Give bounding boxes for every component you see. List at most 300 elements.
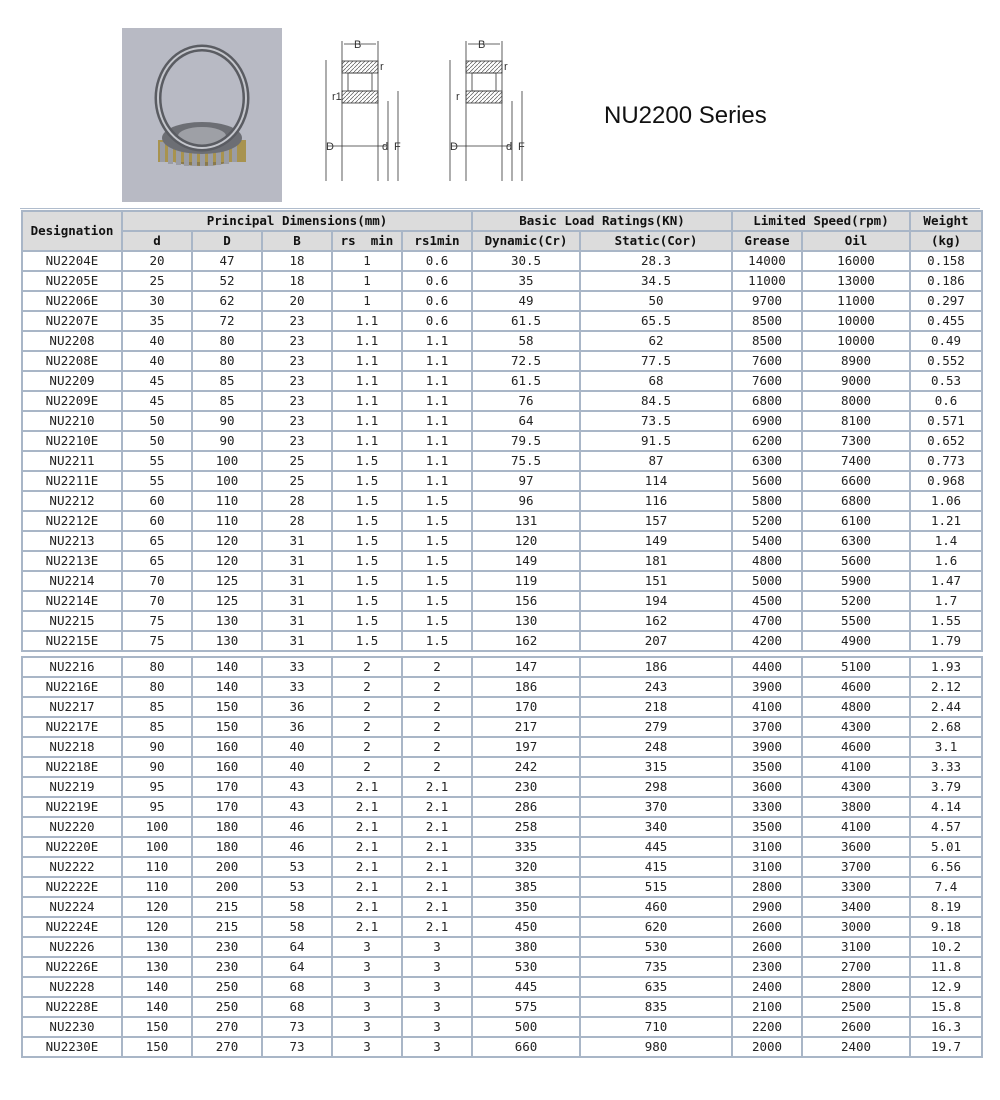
table-row: [23, 432, 981, 452]
cell-designation: NU2208E: [23, 352, 123, 372]
cell-dynamic-cr: 64: [473, 412, 581, 432]
table-row: [23, 738, 981, 758]
cell-oil: 3600: [803, 838, 911, 858]
cell-oil: 2600: [803, 1018, 911, 1038]
header-rs-min: rs min: [333, 232, 403, 252]
cell-dynamic-cr: 197: [473, 738, 581, 758]
cell-designation: NU2224E: [23, 918, 123, 938]
cell-rs1-min: 2.1: [403, 778, 473, 798]
cell-d: 45: [123, 392, 193, 412]
table-row: [23, 512, 981, 532]
cell-grease: 2800: [733, 878, 803, 898]
table-row: [23, 1018, 981, 1038]
cell-D: 180: [193, 838, 263, 858]
cell-d: 60: [123, 492, 193, 512]
cell-grease: 2000: [733, 1038, 803, 1056]
cell-dynamic-cr: 131: [473, 512, 581, 532]
cell-B: 31: [263, 552, 333, 572]
cell-rs-min: 1: [333, 252, 403, 272]
cell-D: 250: [193, 998, 263, 1018]
cell-rs-min: 1.5: [333, 492, 403, 512]
cell-d: 130: [123, 938, 193, 958]
cell-designation: NU2222E: [23, 878, 123, 898]
cell-D: 215: [193, 918, 263, 938]
cell-weight-kg: 1.47: [911, 572, 981, 592]
cell-weight-kg: 10.2: [911, 938, 981, 958]
cell-weight-kg: 1.21: [911, 512, 981, 532]
cell-grease: 4100: [733, 698, 803, 718]
cell-rs1-min: 2.1: [403, 918, 473, 938]
cell-dynamic-cr: 79.5: [473, 432, 581, 452]
table-row: [23, 718, 981, 738]
spec-table-part2: [21, 656, 983, 1058]
cell-rs-min: 1.1: [333, 332, 403, 352]
cell-rs-min: 2: [333, 678, 403, 698]
cell-dynamic-cr: 575: [473, 998, 581, 1018]
cell-B: 23: [263, 432, 333, 452]
bearing-cross-section-diagram: [322, 36, 412, 186]
cell-rs-min: 1.1: [333, 392, 403, 412]
table-row: [23, 798, 981, 818]
cell-d: 65: [123, 532, 193, 552]
cell-oil: 6100: [803, 512, 911, 532]
diagram-label-r: r: [380, 61, 384, 73]
cell-weight-kg: 1.7: [911, 592, 981, 612]
table-row: [23, 838, 981, 858]
diagram-label-r1: r: [456, 91, 460, 103]
cell-B: 28: [263, 512, 333, 532]
cell-rs1-min: 1.5: [403, 572, 473, 592]
bearing-photo: [122, 28, 282, 202]
cell-static-cor: 34.5: [581, 272, 733, 292]
table-row: [23, 998, 981, 1018]
cell-weight-kg: 5.01: [911, 838, 981, 858]
cell-dynamic-cr: 72.5: [473, 352, 581, 372]
cell-rs1-min: 1.1: [403, 352, 473, 372]
cell-grease: 5800: [733, 492, 803, 512]
cell-rs-min: 2.1: [333, 818, 403, 838]
table-row: [23, 898, 981, 918]
cell-oil: 4100: [803, 818, 911, 838]
cell-oil: 4600: [803, 678, 911, 698]
cell-static-cor: 157: [581, 512, 733, 532]
cell-D: 180: [193, 818, 263, 838]
cell-rs1-min: 2.1: [403, 898, 473, 918]
table-row: [23, 372, 981, 392]
cell-rs-min: 2.1: [333, 838, 403, 858]
cell-grease: 5000: [733, 572, 803, 592]
cell-weight-kg: 4.14: [911, 798, 981, 818]
cell-B: 53: [263, 878, 333, 898]
cell-D: 160: [193, 738, 263, 758]
cell-designation: NU2219: [23, 778, 123, 798]
cell-designation: NU2210E: [23, 432, 123, 452]
table-row: [23, 412, 981, 432]
header-limited-speed: Limited Speed(rpm): [733, 212, 911, 232]
cell-designation: NU2214: [23, 572, 123, 592]
cell-designation: NU2215E: [23, 632, 123, 650]
cell-B: 43: [263, 778, 333, 798]
cell-dynamic-cr: 30.5: [473, 252, 581, 272]
cell-oil: 4900: [803, 632, 911, 650]
diagram-label-D: D: [326, 141, 334, 153]
cell-static-cor: 207: [581, 632, 733, 650]
cell-D: 270: [193, 1038, 263, 1056]
cell-designation: NU2224: [23, 898, 123, 918]
cell-D: 120: [193, 532, 263, 552]
cell-designation: NU2228: [23, 978, 123, 998]
cell-weight-kg: 0.571: [911, 412, 981, 432]
table-row: [23, 472, 981, 492]
cell-oil: 3400: [803, 898, 911, 918]
cell-rs1-min: 2.1: [403, 818, 473, 838]
cell-D: 230: [193, 938, 263, 958]
table-row: [23, 818, 981, 838]
cell-oil: 7300: [803, 432, 911, 452]
header-rs1-min: rs1min: [403, 232, 473, 252]
cell-dynamic-cr: 258: [473, 818, 581, 838]
cell-B: 20: [263, 292, 333, 312]
cell-B: 23: [263, 352, 333, 372]
cell-grease: 2900: [733, 898, 803, 918]
header-oil: Oil: [803, 232, 911, 252]
cell-weight-kg: 0.186: [911, 272, 981, 292]
cell-designation: NU2212: [23, 492, 123, 512]
cell-oil: 10000: [803, 312, 911, 332]
cell-rs1-min: 0.6: [403, 312, 473, 332]
cell-B: 18: [263, 252, 333, 272]
cell-rs1-min: 2: [403, 678, 473, 698]
table-row: [23, 552, 981, 572]
cell-weight-kg: 3.1: [911, 738, 981, 758]
cell-d: 150: [123, 1018, 193, 1038]
table-row: [23, 492, 981, 512]
cell-grease: 5600: [733, 472, 803, 492]
cell-rs1-min: 2.1: [403, 838, 473, 858]
cell-d: 140: [123, 978, 193, 998]
diagram-label-B: B: [478, 39, 486, 51]
cell-static-cor: 50: [581, 292, 733, 312]
cell-dynamic-cr: 61.5: [473, 312, 581, 332]
cell-weight-kg: 4.57: [911, 818, 981, 838]
cell-D: 130: [193, 632, 263, 650]
cell-oil: 11000: [803, 292, 911, 312]
cell-D: 85: [193, 372, 263, 392]
cell-designation: NU2216E: [23, 678, 123, 698]
diagram-label-d: d: [506, 141, 513, 153]
cell-grease: 9700: [733, 292, 803, 312]
cell-designation: NU2226: [23, 938, 123, 958]
cell-rs-min: 1.5: [333, 612, 403, 632]
cell-weight-kg: 3.79: [911, 778, 981, 798]
cell-d: 20: [123, 252, 193, 272]
cell-grease: 6200: [733, 432, 803, 452]
cell-static-cor: 735: [581, 958, 733, 978]
cell-D: 52: [193, 272, 263, 292]
header-B: B: [263, 232, 333, 252]
cell-dynamic-cr: 385: [473, 878, 581, 898]
cell-rs1-min: 0.6: [403, 272, 473, 292]
cell-grease: 2300: [733, 958, 803, 978]
diagram-label-r: r: [504, 61, 508, 73]
cell-rs1-min: 3: [403, 958, 473, 978]
cell-designation: NU2213: [23, 532, 123, 552]
cell-oil: 8900: [803, 352, 911, 372]
header-basic-load-ratings: Basic Load Ratings(KN): [473, 212, 733, 232]
cell-B: 73: [263, 1018, 333, 1038]
table-row: [23, 858, 981, 878]
cell-D: 270: [193, 1018, 263, 1038]
cell-designation: NU2218: [23, 738, 123, 758]
cell-rs-min: 2.1: [333, 898, 403, 918]
diagram-label-D: D: [450, 141, 458, 153]
cell-B: 36: [263, 698, 333, 718]
cell-static-cor: 84.5: [581, 392, 733, 412]
cell-dynamic-cr: 530: [473, 958, 581, 978]
cell-B: 31: [263, 612, 333, 632]
cell-rs1-min: 2: [403, 738, 473, 758]
cell-B: 40: [263, 738, 333, 758]
cell-rs-min: 1.5: [333, 552, 403, 572]
cell-weight-kg: 0.552: [911, 352, 981, 372]
table-row: [23, 592, 981, 612]
cell-d: 30: [123, 292, 193, 312]
cell-rs-min: 1: [333, 272, 403, 292]
cell-oil: 10000: [803, 332, 911, 352]
cell-rs1-min: 1.5: [403, 532, 473, 552]
header-weight: Weight: [911, 212, 981, 232]
cell-D: 125: [193, 572, 263, 592]
table-row: [23, 352, 981, 372]
cell-weight-kg: 15.8: [911, 998, 981, 1018]
cell-rs-min: 1.1: [333, 432, 403, 452]
cell-weight-kg: 0.455: [911, 312, 981, 332]
cell-rs-min: 3: [333, 938, 403, 958]
diagram-label-B: B: [354, 39, 362, 51]
cell-dynamic-cr: 450: [473, 918, 581, 938]
cell-D: 150: [193, 718, 263, 738]
cell-designation: NU2206E: [23, 292, 123, 312]
cell-grease: 11000: [733, 272, 803, 292]
cell-rs1-min: 1.5: [403, 632, 473, 650]
cell-grease: 2200: [733, 1018, 803, 1038]
cell-D: 250: [193, 978, 263, 998]
cell-B: 46: [263, 838, 333, 858]
cell-oil: 3100: [803, 938, 911, 958]
cell-d: 40: [123, 332, 193, 352]
cell-B: 40: [263, 758, 333, 778]
table-row: [23, 938, 981, 958]
cell-d: 85: [123, 718, 193, 738]
cell-oil: 4300: [803, 778, 911, 798]
cell-weight-kg: 12.9: [911, 978, 981, 998]
cell-dynamic-cr: 130: [473, 612, 581, 632]
cell-B: 58: [263, 918, 333, 938]
cell-static-cor: 710: [581, 1018, 733, 1038]
cell-dynamic-cr: 335: [473, 838, 581, 858]
table-row: [23, 392, 981, 412]
cell-rs1-min: 1.1: [403, 392, 473, 412]
cell-D: 100: [193, 452, 263, 472]
cell-weight-kg: 0.53: [911, 372, 981, 392]
table-row: [23, 532, 981, 552]
cell-grease: 5400: [733, 532, 803, 552]
cell-weight-kg: 1.79: [930, 633, 962, 648]
cell-rs1-min: 1.1: [403, 472, 473, 492]
cell-rs-min: 3: [333, 1018, 403, 1038]
cell-rs-min: 2: [333, 698, 403, 718]
cell-weight-kg: 7.4: [911, 878, 981, 898]
cell-dynamic-cr: 186: [473, 678, 581, 698]
cell-designation: NU2211E: [23, 472, 123, 492]
cell-oil: 5600: [803, 552, 911, 572]
cell-static-cor: 635: [581, 978, 733, 998]
cell-d: 85: [123, 698, 193, 718]
cell-static-cor: 980: [581, 1038, 733, 1056]
cell-D: 100: [193, 472, 263, 492]
cell-designation: NU2214E: [23, 592, 123, 612]
cell-B: 53: [263, 858, 333, 878]
cell-B: 58: [263, 898, 333, 918]
cell-oil: 6300: [803, 532, 911, 552]
table-row: [23, 272, 981, 292]
cell-rs1-min: 1.1: [403, 372, 473, 392]
cell-D: 170: [193, 798, 263, 818]
cell-grease: 3300: [733, 798, 803, 818]
cell-static-cor: 370: [581, 798, 733, 818]
page-title: NU2200 Series: [604, 102, 767, 129]
cell-grease: 8500: [733, 332, 803, 352]
cell-B: 23: [263, 332, 333, 352]
cell-rs1-min: 2.1: [403, 878, 473, 898]
cell-designation: NU2215: [23, 612, 123, 632]
cell-static-cor: 77.5: [581, 352, 733, 372]
header-grease: Grease: [733, 232, 803, 252]
cell-grease: 6800: [733, 392, 803, 412]
cell-oil: 2800: [803, 978, 911, 998]
cell-rs1-min: 0.6: [403, 292, 473, 312]
table-row: [23, 678, 981, 698]
cell-grease: 6300: [733, 452, 803, 472]
cell-d: 120: [123, 918, 193, 938]
cell-oil: 5500: [803, 612, 911, 632]
cell-B: 64: [263, 958, 333, 978]
cell-grease: 4400: [733, 658, 803, 678]
cell-dynamic-cr: 156: [473, 592, 581, 612]
cell-static-cor: 460: [581, 898, 733, 918]
cell-designation: NU2209E: [23, 392, 123, 412]
cell-rs-min: 3: [333, 1038, 403, 1056]
cell-dynamic-cr: 162: [473, 632, 581, 650]
cell-d: 110: [123, 858, 193, 878]
cell-oil: 8000: [803, 392, 911, 412]
cell-designation: NU2220: [23, 818, 123, 838]
cell-oil: 4300: [803, 718, 911, 738]
cell-d: 90: [123, 738, 193, 758]
cell-designation: NU2230E: [23, 1038, 123, 1056]
cell-B: 23: [263, 412, 333, 432]
cell-grease: 3500: [733, 818, 803, 838]
cell-D: 110: [193, 492, 263, 512]
cell-d: 50: [123, 412, 193, 432]
cell-designation: NU2204E: [23, 252, 123, 272]
cell-D: 150: [193, 698, 263, 718]
cell-B: 28: [263, 492, 333, 512]
cell-oil: 3300: [803, 878, 911, 898]
cell-d: 80: [123, 658, 193, 678]
cell-weight-kg: 11.8: [911, 958, 981, 978]
cell-d: 45: [123, 372, 193, 392]
cell-rs-min: 2: [333, 718, 403, 738]
cell-rs1-min: 2: [403, 718, 473, 738]
cell-rs-min: 1.5: [333, 532, 403, 552]
cell-oil: 2500: [803, 998, 911, 1018]
cell-d: 75: [123, 632, 193, 650]
cell-static-cor: 248: [581, 738, 733, 758]
cell-oil: 2700: [803, 958, 911, 978]
cell-static-cor: 620: [581, 918, 733, 938]
cell-designation: NU2211: [23, 452, 123, 472]
cell-rs1-min: 1.1: [403, 432, 473, 452]
cell-D: 62: [193, 292, 263, 312]
table-row: [23, 312, 981, 332]
table-row: [23, 1038, 981, 1056]
cell-dynamic-cr: 445: [473, 978, 581, 998]
cell-designation: NU2205E: [23, 272, 123, 292]
cell-rs1-min: 3: [403, 998, 473, 1018]
cell-B: 23: [263, 392, 333, 412]
cell-dynamic-cr: 242: [473, 758, 581, 778]
cell-rs1-min: 1.5: [403, 492, 473, 512]
cell-designation: NU2217: [23, 698, 123, 718]
cell-grease: 3500: [733, 758, 803, 778]
cell-dynamic-cr: 58: [473, 332, 581, 352]
cell-D: 110: [193, 512, 263, 532]
header-dynamic: Dynamic(Cr): [473, 232, 581, 252]
spec-table-part1: [21, 210, 983, 652]
cell-D: 80: [193, 352, 263, 372]
cell-static-cor: 218: [581, 698, 733, 718]
cell-grease: 3900: [733, 678, 803, 698]
cell-rs-min: 2: [333, 758, 403, 778]
table-row: [23, 758, 981, 778]
cell-B: 23: [263, 312, 333, 332]
cell-oil: 4100: [803, 758, 911, 778]
cell-D: 215: [193, 898, 263, 918]
cell-D: 200: [193, 878, 263, 898]
cell-dynamic-cr: 97: [473, 472, 581, 492]
cell-designation: NU2213E: [23, 552, 123, 572]
cell-D: 160: [193, 758, 263, 778]
cell-D: 230: [193, 958, 263, 978]
cell-rs1-min: 1.5: [403, 612, 473, 632]
cell-static-cor: 91.5: [581, 432, 733, 452]
cell-oil: 3000: [803, 918, 911, 938]
cell-weight-kg: 0.6: [911, 392, 981, 412]
cell-rs-min: 2.1: [333, 878, 403, 898]
cell-rs1-min: 3: [403, 978, 473, 998]
cell-d: 25: [123, 272, 193, 292]
cell-oil: 16000: [803, 252, 911, 272]
header-static: Static(Cor): [581, 232, 733, 252]
cell-d: 40: [123, 352, 193, 372]
cell-static-cor: 73.5: [581, 412, 733, 432]
cell-dynamic-cr: 76: [473, 392, 581, 412]
cell-grease: 3600: [733, 778, 803, 798]
cell-static-cor: 28.3: [581, 252, 733, 272]
cell-B: 23: [263, 372, 333, 392]
cell-oil: 6600: [803, 472, 911, 492]
